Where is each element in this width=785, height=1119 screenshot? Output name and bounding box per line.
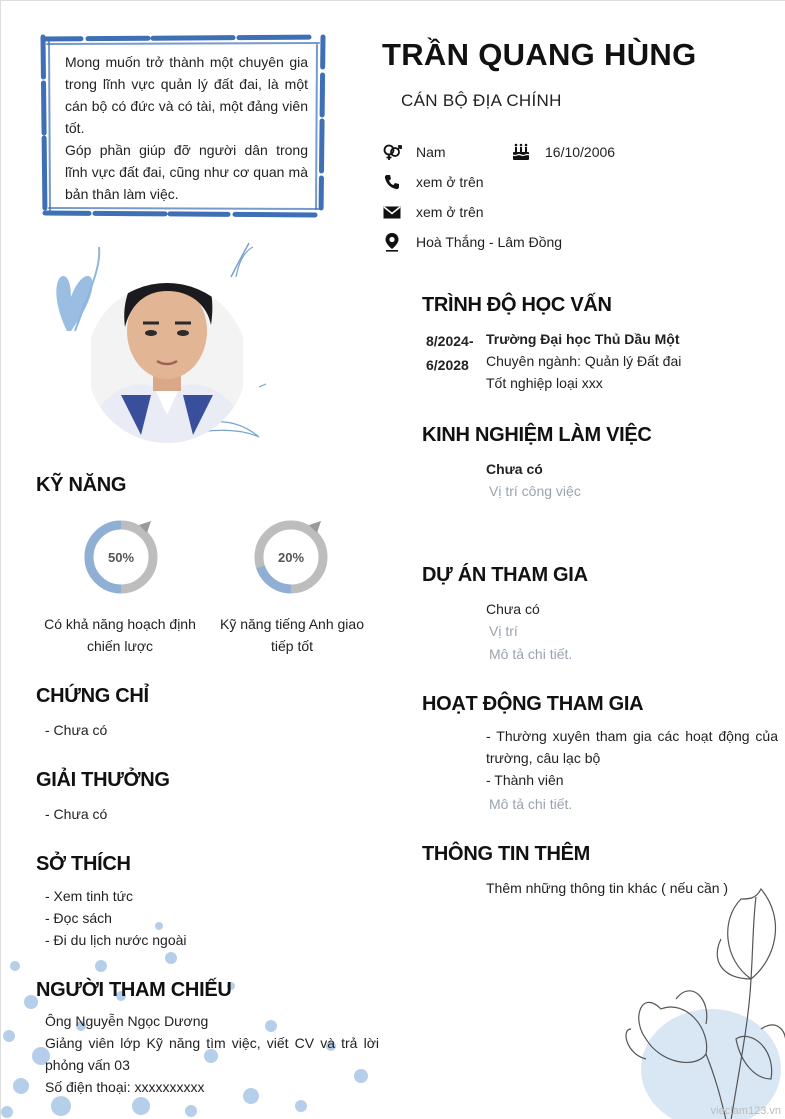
hobby-item: - Xem tinh tức xyxy=(45,888,133,904)
gender-value: Nam xyxy=(416,144,446,160)
education-dates xyxy=(426,329,473,377)
floral-decoration xyxy=(601,879,785,1119)
skills-title: KỸ NĂNG xyxy=(36,474,127,496)
activities-title: HOẠT ĐỘNG THAM GIA xyxy=(422,693,644,715)
address-value: Hoà Thắng - Lâm Đồng xyxy=(416,234,563,250)
skill-progress-circle xyxy=(249,515,333,599)
experience-position: Vị trí công việc xyxy=(489,483,581,499)
reference-role: Giảng viên lớp Kỹ năng tìm việc, viết CV và trả lời phỏng vấn 03 xyxy=(45,1035,379,1073)
gender-icon xyxy=(382,142,402,162)
email-icon xyxy=(382,202,402,222)
activity-role: - Thành viên xyxy=(486,772,564,788)
reference-name: Ông Nguyễn Ngọc Dương xyxy=(45,1013,209,1029)
birthday-row xyxy=(511,142,615,162)
education-title: TRÌNH ĐỘ HỌC VẤN xyxy=(422,294,612,316)
project-name: Chưa có xyxy=(486,601,540,617)
hobby-item: - Đi du lịch nước ngoài xyxy=(45,932,187,948)
phone-icon xyxy=(382,172,402,192)
skill-percent: 50% xyxy=(107,550,135,565)
avatar xyxy=(91,245,243,457)
email-value: xem ở trên xyxy=(416,204,484,220)
job-title: CÁN BỘ ĐỊA CHÍNH xyxy=(401,91,562,110)
birthday-cake-icon xyxy=(511,142,531,162)
education-major: Chuyên ngành: Quản lý Đất đai xyxy=(486,353,682,369)
skill-label: Có khả năng hoạch định chiến lược xyxy=(44,616,196,654)
education-date-start: 8/2024- xyxy=(426,333,474,349)
certificate-item: - Chưa có xyxy=(45,722,108,738)
skill-label: Kỹ năng tiếng Anh giao tiếp tốt xyxy=(219,616,364,654)
experience-company: Chưa có xyxy=(486,461,543,477)
activity-description: Mô tả chi tiết. xyxy=(489,796,573,812)
project-description: Mô tả chi tiết. xyxy=(489,646,573,662)
references-title: NGƯỜI THAM CHIẾU xyxy=(36,979,232,1001)
additional-text: Thêm những thông tin khác ( nếu cần ) xyxy=(486,880,729,896)
gender-row xyxy=(382,142,446,162)
education-date-end: 6/2028 xyxy=(426,357,469,373)
phone-row xyxy=(382,172,484,192)
objective-paragraph: Góp phần giúp đỡ người dân trong lĩnh vực đất đai, cũng như cơ quan mà bản thân làm việc. xyxy=(65,142,308,202)
address-row xyxy=(382,232,562,252)
phone-value: xem ở trên xyxy=(416,174,484,190)
reference-block xyxy=(45,1010,379,1098)
education-details xyxy=(486,328,681,394)
candidate-name: TRẦN QUANG HÙNG xyxy=(382,37,697,72)
awards-title: GIẢI THƯỞNG xyxy=(36,769,170,791)
location-pin-icon xyxy=(382,232,402,252)
email-row xyxy=(382,202,484,222)
objective-paragraph: Mong muốn trở thành một chuyên gia trong lĩnh vực quản lý đất đai, là một cán bộ có đức và có tài, một đảng viên tốt. xyxy=(65,54,308,136)
activity-name: - Thường xuyên tham gia các hoạt động của trường, câu lạc bộ xyxy=(486,728,778,766)
certificates-title: CHỨNG CHỈ xyxy=(36,685,149,707)
reference-phone: Số điện thoại: xxxxxxxxxx xyxy=(45,1079,205,1095)
hobby-item: - Đọc sách xyxy=(45,910,112,926)
projects-title: DỰ ÁN THAM GIA xyxy=(422,564,588,586)
additional-title: THÔNG TIN THÊM xyxy=(422,843,591,865)
skill-progress-circle xyxy=(79,515,163,599)
education-school: Trường Đại học Thủ Dầu Một xyxy=(486,331,680,347)
award-item: - Chưa có xyxy=(45,806,108,822)
birthday-value: 16/10/2006 xyxy=(545,144,616,160)
watermark: vieclam123.vn xyxy=(710,1105,781,1117)
hobbies-title: SỞ THÍCH xyxy=(36,853,131,875)
objective-text xyxy=(65,51,308,205)
project-position: Vị trí xyxy=(489,623,518,639)
experience-title: KINH NGHIỆM LÀM VIỆC xyxy=(422,424,652,446)
skill-percent: 20% xyxy=(277,550,305,565)
education-result: Tốt nghiệp loại xxx xyxy=(486,375,603,391)
